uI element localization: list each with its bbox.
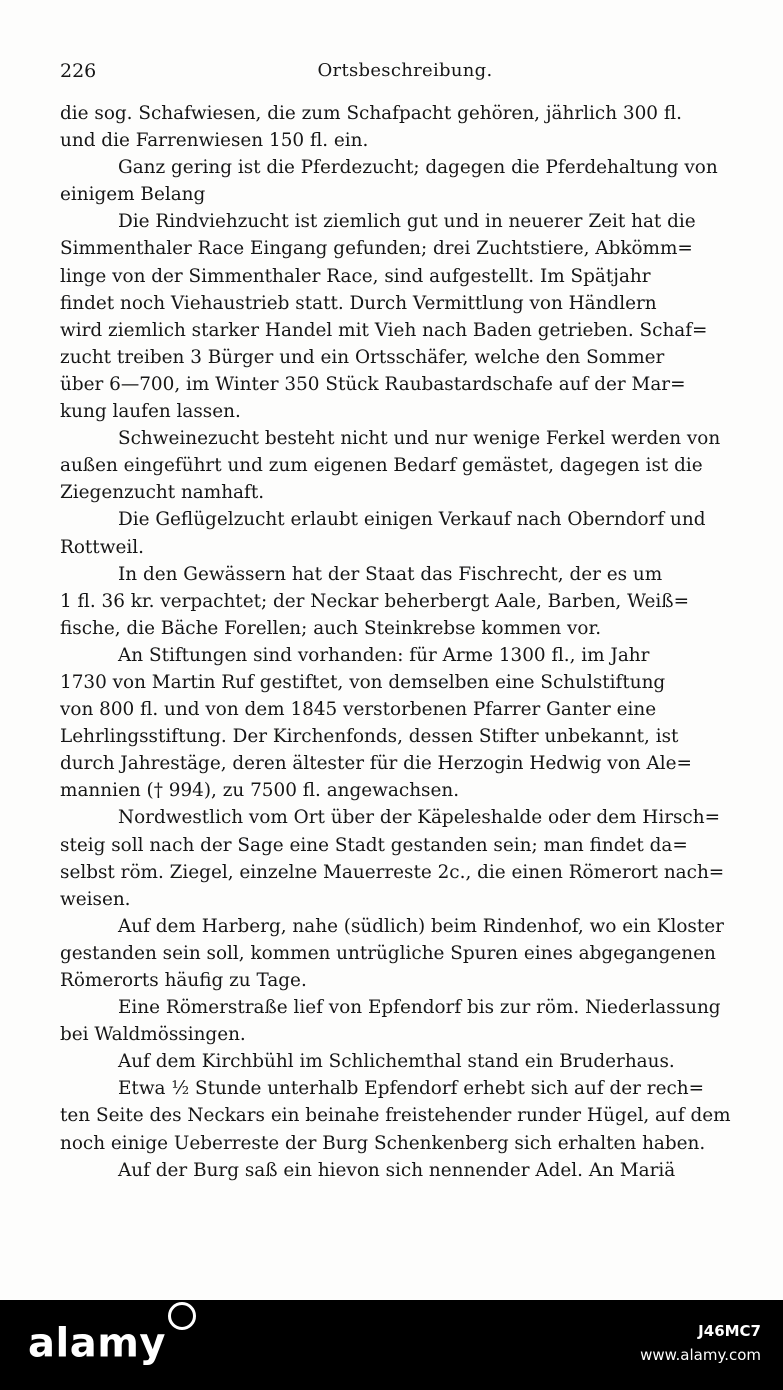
text-line: Ganz gering ist die Pferdezucht; dagegen die Pferdehaltung von — [118, 157, 718, 179]
text-line: und die Farrenwiesen 150 fl. ein. — [60, 130, 369, 152]
text-line: An Stiftungen sind vorhanden: für Arme 1300 fl., im Jahr — [118, 644, 650, 666]
text-line: Lehrlingsstiftung. Der Kirchenfonds, dessen Stifter unbekannt, ist — [60, 726, 679, 748]
text-line: Römerorts häufig zu Tage. — [60, 970, 307, 991]
text-line: ten Seite des Neckars ein beinahe freistehender runder Hügel, auf dem — [60, 1105, 731, 1127]
page-number: 226 — [60, 60, 97, 82]
text-line: gestanden sein soll, kommen untrügliche Spuren eines abgegangenen — [60, 942, 716, 964]
running-head: Ortsbeschreibung. — [317, 60, 493, 81]
text-line: Ziegenzucht namhaft. — [60, 482, 265, 504]
text-line: Auf dem Harberg, nahe (südlich) beim Rindenhof, wo ein Kloster — [118, 915, 724, 937]
stock-url: www.alamy.com — [640, 1346, 761, 1364]
text-line: noch einige Ueberreste der Burg Schenkenberg sich erhalten haben. — [60, 1132, 706, 1154]
text-line: Die Geflügelzucht erlaubt einigen Verkauf nach Oberndorf und — [118, 509, 706, 531]
logo-mark-icon — [168, 1302, 196, 1330]
text-line: bei Waldmössingen. — [60, 1024, 246, 1046]
text-line: Rottweil. — [60, 536, 144, 558]
paragraph — [60, 100, 740, 154]
alamy-logo — [28, 1314, 196, 1366]
text-line: wird ziemlich starker Handel mit Vieh nach Baden getrieben. Schaf= — [60, 319, 708, 341]
text-line: Auf dem Kirchbühl im Schlichemthal stand ein Bruderhaus. — [118, 1051, 675, 1073]
watermark-banner — [0, 1300, 783, 1390]
text-line: fische, die Bäche Forellen; auch Steinkrebse kommen vor. — [60, 617, 602, 639]
paragraph — [60, 994, 740, 1048]
text-line: weisen. — [60, 888, 131, 910]
body-text — [60, 100, 740, 1184]
text-line: kung laufen lassen. — [60, 401, 241, 423]
text-line: Auf der Burg saß ein hievon sich nennender Adel. An Mariä — [118, 1159, 676, 1181]
paragraph — [60, 1075, 740, 1156]
text-line: die sog. Schafwiesen, die zum Schafpacht gehören, jährlich 300 fl. — [60, 103, 682, 124]
text-line: mannien († 994), zu 7500 fl. angewachsen. — [60, 780, 460, 802]
paragraph — [60, 804, 740, 912]
paragraph — [60, 913, 740, 994]
paragraph — [60, 561, 740, 642]
text-line: über 6—700, im Winter 350 Stück Raubastardschafe auf der Mar= — [60, 373, 686, 395]
paragraph — [60, 506, 740, 560]
text-line: Etwa ½ Stunde unterhalb Epfendorf erhebt sich auf der rech= — [118, 1078, 705, 1100]
text-line: linge von der Simmenthaler Race, sind aufgestellt. Im Spätjahr — [60, 265, 651, 287]
text-line: Die Rindviehzucht ist ziemlich gut und in neuerer Zeit hat die — [118, 211, 696, 233]
text-line: findet noch Viehaustrieb statt. Durch Vermittlung von Händlern — [60, 292, 657, 314]
image-id: J46MC7 — [698, 1322, 761, 1340]
text-line: von 800 fl. und von dem 1845 verstorbenen Pfarrer Ganter eine — [60, 699, 657, 721]
text-line: 1 fl. 36 kr. verpachtet; der Neckar beherbergt Aale, Barben, Weiß= — [60, 590, 689, 612]
text-line: durch Jahrestäge, deren ältester für die Herzogin Hedwig von Ale= — [60, 753, 692, 775]
text-line: selbst röm. Ziegel, einzelne Mauerreste 2c., die einen Römerort nach= — [60, 861, 725, 883]
text-line: steig soll nach der Sage eine Stadt gestanden sein; man findet da= — [60, 834, 688, 856]
page-header — [60, 60, 750, 90]
text-line: zucht treiben 3 Bürger und ein Ortsschäfer, welche den Sommer — [60, 346, 665, 368]
text-line: Schweinezucht besteht nicht und nur wenige Ferkel werden von — [118, 428, 721, 450]
paragraph — [60, 1048, 740, 1075]
paragraph — [60, 208, 740, 425]
paragraph — [60, 1157, 740, 1184]
text-line: einigem Belang — [60, 184, 206, 206]
paragraph — [60, 642, 740, 805]
text-line: Simmenthaler Race Eingang gefunden; drei Zuchtstiere, Abkömm= — [60, 238, 693, 260]
text-line: außen eingeführt und zum eigenen Bedarf gemästet, dagegen ist die — [60, 455, 703, 477]
paragraph — [60, 425, 740, 506]
paragraph — [60, 154, 740, 208]
logo-text: alamy — [28, 1320, 166, 1367]
text-line: Nordwestlich vom Ort über der Käpeleshalde oder dem Hirsch= — [118, 807, 720, 829]
text-line: 1730 von Martin Ruf gestiftet, von demselben eine Schulstiftung — [60, 671, 666, 693]
text-line: In den Gewässern hat der Staat das Fischrecht, der es um — [118, 563, 663, 585]
text-line: Eine Römerstraße lief von Epfendorf bis zur röm. Niederlassung — [118, 997, 721, 1019]
